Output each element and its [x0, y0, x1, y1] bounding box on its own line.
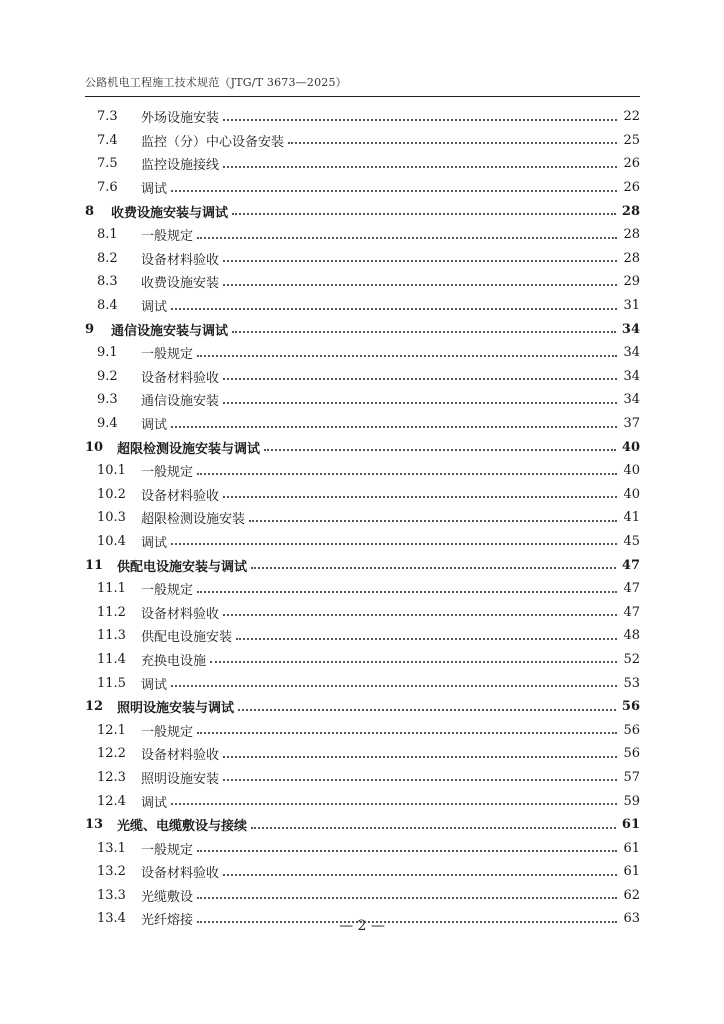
toc-entry-number: 13.1: [97, 840, 126, 856]
toc-entry-page: 40: [623, 463, 640, 479]
toc-entry-title: 外场设施安装: [141, 111, 220, 127]
toc-entry-number: 7.5: [97, 156, 118, 172]
toc-entry-title: 调试: [141, 677, 168, 693]
toc-chapter-row[interactable]: [85, 317, 640, 341]
toc-entry-number: 11.3: [97, 628, 126, 644]
toc-entry-title: 供配电设施安装与调试: [117, 559, 248, 575]
toc-entry-number: 8.4: [97, 298, 118, 314]
toc-entry-title: 一般规定: [141, 583, 194, 599]
toc-section-row[interactable]: [85, 365, 640, 389]
toc-entry-title: 一般规定: [141, 842, 194, 858]
toc-entry-page: 56: [621, 699, 640, 715]
toc-entry-number: 9.3: [97, 392, 118, 408]
toc-entry-number: 7.3: [97, 109, 118, 125]
toc-dot-leader: [223, 614, 617, 616]
toc-entry-page: 40: [623, 486, 640, 502]
toc-dot-leader: [171, 426, 617, 428]
toc-entry-title: 设备材料验收: [141, 748, 220, 764]
toc-entry-title: 调试: [141, 418, 168, 434]
toc-dot-leader: [223, 119, 617, 121]
toc-dot-leader: [264, 449, 616, 451]
toc-dot-leader: [171, 685, 617, 687]
toc-entry-page: 59: [623, 793, 640, 809]
toc-entry-title: 一般规定: [141, 347, 194, 363]
toc-entry-title: 一般规定: [141, 465, 194, 481]
toc-dot-leader: [236, 638, 617, 640]
toc-entry-number: 8.2: [97, 250, 118, 266]
toc-entry-page: 52: [623, 651, 640, 667]
toc-section-row[interactable]: [85, 624, 640, 648]
toc-section-row[interactable]: [85, 718, 640, 742]
toc-section-row[interactable]: [85, 577, 640, 601]
toc-entry-page: 28: [623, 227, 640, 243]
toc-section-row[interactable]: [85, 129, 640, 153]
toc-section-row[interactable]: [85, 223, 640, 247]
toc-entry-title: 照明设施安装: [141, 771, 220, 787]
toc-entry-title: 一般规定: [141, 724, 194, 740]
toc-entry-number: 10.2: [97, 486, 126, 502]
toc-entry-title: 超限检测设施安装与调试: [117, 441, 261, 457]
toc-entry-number: 12.2: [97, 746, 126, 762]
toc-dot-leader: [223, 378, 617, 380]
toc-section-row[interactable]: [85, 789, 640, 813]
toc-entry-page: 37: [623, 416, 640, 432]
toc-dot-leader: [288, 142, 617, 144]
toc-entry-page: 41: [623, 510, 640, 526]
toc-section-row[interactable]: [85, 483, 640, 507]
toc-entry-number: 9.4: [97, 416, 118, 432]
toc-entry-number: 9: [85, 321, 95, 337]
toc-dot-leader: [251, 567, 616, 569]
toc-dot-leader: [251, 827, 616, 829]
toc-entry-title: 照明设施安装与调试: [117, 701, 235, 717]
toc-section-row[interactable]: [85, 459, 640, 483]
toc-entry-page: 28: [621, 203, 640, 219]
toc-entry-page: 53: [623, 675, 640, 691]
toc-entry-page: 48: [623, 628, 640, 644]
toc-entry-page: 57: [623, 769, 640, 785]
toc-entry-number: 13.2: [97, 864, 126, 880]
toc-entry-title: 通信设施安装: [141, 394, 220, 410]
toc-dot-leader: [249, 520, 617, 522]
toc-dot-leader: [171, 308, 617, 310]
toc-entry-number: 8: [85, 203, 95, 219]
toc-entry-number: 7.6: [97, 180, 118, 196]
toc-entry-title: 设备材料验收: [141, 606, 220, 622]
toc-entry-number: 10.3: [97, 510, 126, 526]
toc-entry-title: 监控（分）中心设备安装: [141, 134, 285, 150]
toc-entry-page: 56: [623, 722, 640, 738]
toc-chapter-row[interactable]: [85, 695, 640, 719]
toc-entry-number: 9.1: [97, 345, 118, 361]
toc-entry-number: 10.4: [97, 533, 126, 549]
toc-section-row[interactable]: [85, 766, 640, 790]
toc-dot-leader: [223, 402, 617, 404]
toc-entry-page: 47: [621, 557, 640, 573]
toc-section-row[interactable]: [85, 506, 640, 530]
toc-entry-page: 34: [623, 392, 640, 408]
toc-dot-leader: [223, 874, 617, 876]
toc-entry-page: 56: [623, 746, 640, 762]
toc-entry-title: 监控设施接线: [141, 158, 220, 174]
toc-dot-leader: [223, 779, 617, 781]
toc-entry-number: 11.1: [97, 581, 126, 597]
toc-entry-number: 13.3: [97, 887, 126, 903]
header-rule: [85, 96, 640, 97]
toc-dot-leader: [223, 260, 617, 262]
toc-entry-page: 47: [623, 604, 640, 620]
toc-entry-page: 47: [623, 581, 640, 597]
toc-entry-number: 12.4: [97, 793, 126, 809]
toc-section-row[interactable]: [85, 742, 640, 766]
toc-section-row[interactable]: [85, 388, 640, 412]
toc-entry-number: 9.2: [97, 368, 118, 384]
toc-entry-page: 40: [621, 439, 640, 455]
toc-chapter-row[interactable]: [85, 553, 640, 577]
toc-entry-title: 充换电设施: [141, 653, 207, 669]
toc-entry-title: 设备材料验收: [141, 488, 220, 504]
toc-section-row[interactable]: [85, 648, 640, 672]
toc-section-row[interactable]: [85, 152, 640, 176]
toc-dot-leader: [197, 591, 617, 593]
toc-section-row[interactable]: [85, 836, 640, 860]
page-number: — 2 —: [339, 918, 385, 934]
toc-entry-title: 调试: [141, 300, 168, 316]
toc-entry-number: 13.4: [97, 911, 126, 927]
toc-entry-page: 22: [623, 109, 640, 125]
toc-section-row[interactable]: [85, 341, 640, 365]
toc-entry-title: 通信设施安装与调试: [111, 323, 229, 339]
toc-dot-leader: [197, 850, 617, 852]
toc-dot-leader: [223, 756, 617, 758]
toc-entry-page: 34: [623, 368, 640, 384]
toc-entry-page: 34: [623, 345, 640, 361]
toc-dot-leader: [238, 709, 616, 711]
toc-section-row[interactable]: [85, 176, 640, 200]
toc-entry-title: 调试: [141, 535, 168, 551]
toc-entry-number: 11: [85, 557, 104, 573]
toc-dot-leader: [210, 661, 617, 663]
toc-entry-title: 调试: [141, 182, 168, 198]
toc-section-row[interactable]: [85, 671, 640, 695]
toc-entry-page: 31: [623, 298, 640, 314]
toc-entry-page: 61: [623, 840, 640, 856]
toc-entry-title: 超限检测设施安装: [141, 512, 246, 528]
toc-entry-number: 12.3: [97, 769, 126, 785]
toc-entry-number: 10.1: [97, 463, 126, 479]
toc-entry-title: 设备材料验收: [141, 370, 220, 386]
toc-section-row[interactable]: [85, 105, 640, 129]
toc-entry-number: 11.4: [97, 651, 126, 667]
toc-section-row[interactable]: [85, 860, 640, 884]
toc-entry-title: 设备材料验收: [141, 866, 220, 882]
toc-dot-leader: [197, 237, 617, 239]
toc-entry-title: 供配电设施安装: [141, 630, 233, 646]
toc-entry-title: 收费设施安装: [141, 276, 220, 292]
toc-dot-leader: [223, 496, 617, 498]
toc-section-row[interactable]: [85, 270, 640, 294]
toc-entry-page: 26: [623, 156, 640, 172]
toc-entry-number: 13: [85, 817, 104, 833]
toc-dot-leader: [197, 355, 617, 357]
toc-entry-page: 28: [623, 250, 640, 266]
toc-section-row[interactable]: [85, 294, 640, 318]
toc-entry-title: 光缆、电缆敷设与接续: [117, 819, 248, 835]
toc-entry-title: 调试: [141, 795, 168, 811]
toc-dot-leader: [197, 897, 617, 899]
toc-entry-number: 8.1: [97, 227, 118, 243]
toc-entry-number: 12.1: [97, 722, 126, 738]
toc-section-row[interactable]: [85, 247, 640, 271]
toc-chapter-row[interactable]: [85, 813, 640, 837]
toc-entry-page: 45: [623, 533, 640, 549]
toc-section-row[interactable]: [85, 530, 640, 554]
toc-entry-page: 34: [621, 321, 640, 337]
toc-dot-leader: [171, 803, 617, 805]
toc-entry-number: 11.5: [97, 675, 126, 691]
table-of-contents: [85, 105, 640, 931]
toc-entry-title: 收费设施安装与调试: [111, 205, 229, 221]
toc-dot-leader: [232, 331, 616, 333]
toc-entry-number: 8.3: [97, 274, 118, 290]
toc-dot-leader: [223, 166, 617, 168]
toc-entry-number: 12: [85, 699, 104, 715]
toc-entry-number: 10: [85, 439, 104, 455]
toc-entry-number: 7.4: [97, 132, 118, 148]
toc-dot-leader: [223, 284, 617, 286]
toc-chapter-row[interactable]: [85, 435, 640, 459]
toc-entry-page: 62: [623, 887, 640, 903]
toc-entry-page: 29: [623, 274, 640, 290]
running-header: 公路机电工程施工技术规范（JTG/T 3673—2025）: [85, 76, 347, 89]
toc-entry-page: 61: [623, 864, 640, 880]
toc-dot-leader: [197, 473, 617, 475]
toc-section-row[interactable]: [85, 884, 640, 908]
toc-entry-title: 光缆敷设: [141, 889, 194, 905]
toc-entry-title: 光纤熔接: [141, 913, 194, 929]
toc-entry-page: 25: [623, 132, 640, 148]
toc-section-row[interactable]: [85, 600, 640, 624]
toc-entry-page: 63: [623, 911, 640, 927]
toc-entry-page: 26: [623, 180, 640, 196]
toc-entry-number: 11.2: [97, 604, 126, 620]
toc-dot-leader: [232, 213, 616, 215]
toc-dot-leader: [171, 190, 617, 192]
toc-section-row[interactable]: [85, 412, 640, 436]
toc-entry-page: 61: [621, 817, 640, 833]
toc-dot-leader: [197, 732, 617, 734]
toc-entry-title: 一般规定: [141, 229, 194, 245]
toc-entry-title: 设备材料验收: [141, 252, 220, 268]
toc-dot-leader: [171, 543, 617, 545]
toc-chapter-row[interactable]: [85, 199, 640, 223]
